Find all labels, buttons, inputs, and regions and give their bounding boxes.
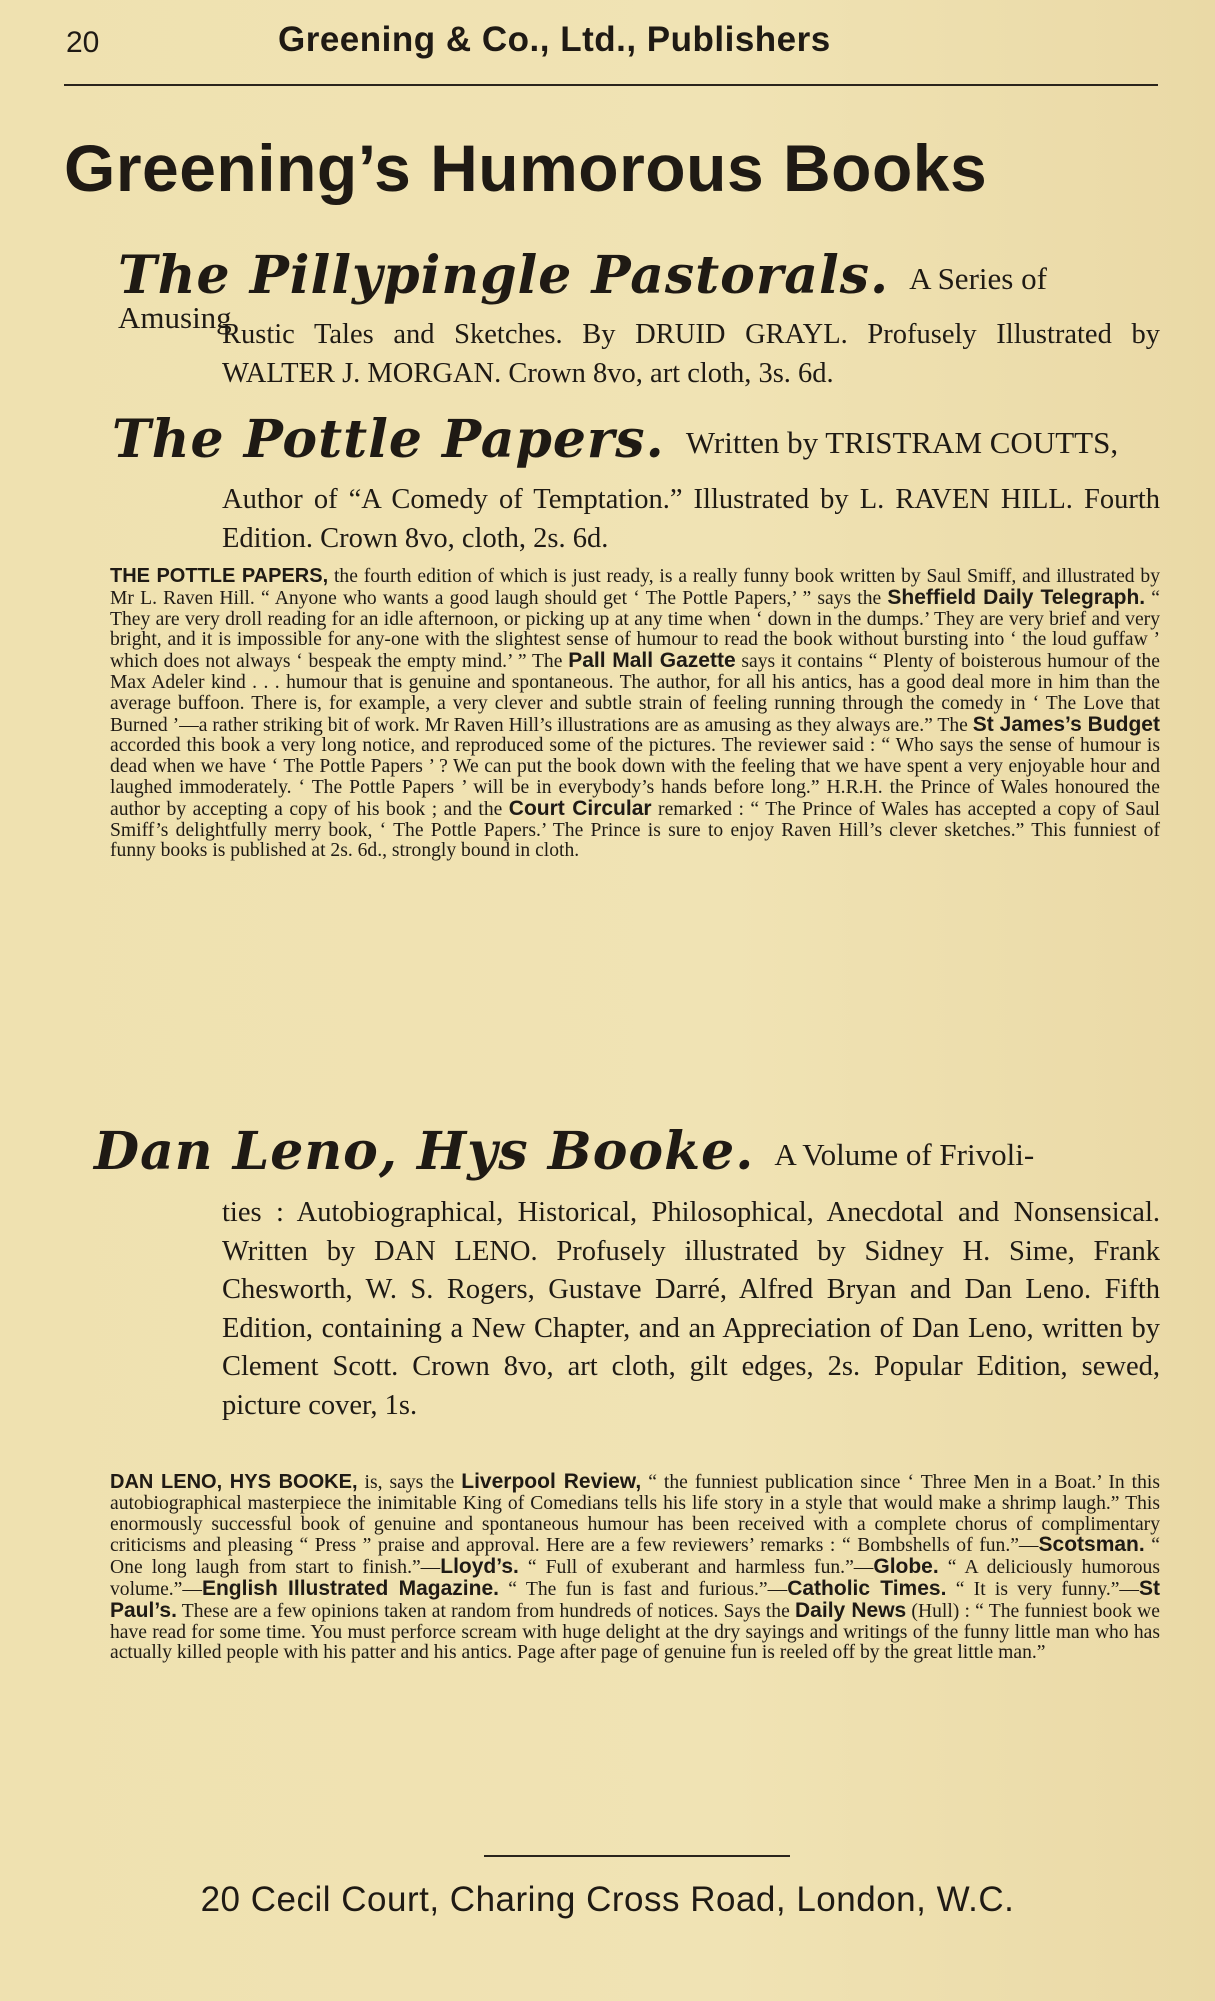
book-description: ties : Autobiographical, Historical, Philosophical, Anecdotal and Nonsensical. Written by DAN LENO. Profusely illustrated by Sidney H. Sime, Frank Chesworth, W. S. Rogers, Gustave Darré, Alfred Bryan and Dan Leno. Fifth Edition, containing a New Chapter, and an Appreciation of Dan Leno, written by Clement Scott. Crown 8vo, art cloth, gilt edges, 2s. Popular Edition, sewed, picture cover, 1s. xyxy=(222,1197,1160,1421)
review-source: St Paul’s. xyxy=(110,1576,1161,1622)
footer-rule xyxy=(484,1855,790,1857)
review-source: Court Circular xyxy=(508,796,652,820)
book-review xyxy=(110,566,1160,862)
review-text: “ the funniest publication since ‘ Three Men in a Boat.’ In this autobiographical masterpiece the inimitable King of Comedians tells his life story in a style that would make a shrimp laugh.” This enormously successful book of genuine and spontaneous humour has been received with a complete chorus of complimentary criticisms and pleasing “ Press ” praise and approval. Here are a few reviewers’ remarks : “ Bombshells of fun.”— xyxy=(110,1472,1160,1557)
review-text: the fourth edition of which is just ready, is a really funny book written by Saul Smiff, and illustrated by Mr L. Raven Hill. “ Anyone who wants a good laugh should get ‘ The Pottle Papers,’ ” says the xyxy=(110,566,1160,609)
book-description-first: A Series of Amusing xyxy=(118,261,1047,335)
review-source: St James’s Budget xyxy=(972,712,1160,736)
review-text: These are a few opinions taken at random from hundreds of notices. Says the xyxy=(176,1600,796,1622)
review-source: Sheffield Daily Telegraph. xyxy=(887,585,1146,609)
book-description: Author of “A Comedy of Temptation.” Illustrated by L. RAVEN HILL. Fourth Edition. Crown 8vo, cloth, 2s. 6d. xyxy=(222,484,1160,554)
review-source: English Illustrated Magazine. xyxy=(201,1576,499,1600)
running-title: Greening & Co., Ltd., Publishers xyxy=(278,20,831,59)
book-description-first: A Volume of Frivoli- xyxy=(774,1137,1035,1172)
review-lead: THE POTTLE PAPERS, xyxy=(110,565,329,587)
book-fancy-title: Dan Leno, Hys Booke. xyxy=(94,1121,755,1182)
page-number: 20 xyxy=(66,26,100,59)
review-source: Lloyd’s. xyxy=(440,1555,519,1579)
review-text: (Hull) : “ The funniest book we have read for some time. You must perforce scream with huge delight at the dry sayings and writings of the funny little man who has actually killed people with his patter and his antics. Page after page of genuine fun is reeled off by the great little man.” xyxy=(110,1600,1160,1664)
review-source: Globe. xyxy=(873,1555,939,1579)
book-heading xyxy=(112,409,1162,470)
review-source: Pall Mall Gazette xyxy=(568,649,736,673)
review-text: remarked : “ The Prince of Wales has accepted a copy of Saul Smiff’s delightfully merry book, ‘ The Pottle Papers.’ The Prince is sure to enjoy Raven Hill’s clever sketches.” This funniest of funny books is published at 2s. 6d., strongly bound in cloth. xyxy=(110,798,1160,862)
review-source: Liverpool Review, xyxy=(461,1470,642,1493)
review-source: Scotsman. xyxy=(1038,1533,1145,1557)
review-text: “ The fun is fast and furious.”— xyxy=(498,1578,788,1600)
review-text: accorded this book a very long notice, and reproduced some of the pictures. The reviewer said : “ Who says the sense of humour is dead when we have ‘ The Pottle Papers ’ ? We can put the book down with the feeling that we have spent a very enjoyable hour and laughed immoderately. ‘ The Pottle Papers ’ will be in everybody’s hands before long.” H.R.H. the Prince of Wales honoured the author by accepting a copy of his book ; and the xyxy=(110,735,1160,820)
review-text: is, says the xyxy=(357,1472,462,1493)
review-text: says it contains “ Plenty of boisterous humour of the Max Adeler kind . . . humour that is genuine and spontaneous. The author, for all his antics, has a good deal more in him than the average buffoon. There is, for example, a very clever and subtle strain of feeling running through the comedy in ‘ The Love that Burned ’—a rather striking bit of work. Mr Raven Hill’s illustrations are as amusing as they always are.” The xyxy=(110,651,1160,736)
book-description: Rustic Tales and Sketches. By DRUID GRAYL. Profusely Illustrated by WALTER J. MORGAN. Crown 8vo, art cloth, 3s. 6d. xyxy=(222,319,1160,389)
publisher-address: 20 Cecil Court, Charing Cross Road, London, W.C. xyxy=(200,1880,1015,1919)
book-description-first: Written by TRISTRAM COUTTS, xyxy=(685,425,1119,460)
review-text: “ They are very droll reading for an idle afternoon, or picking up at any time when ‘ down in the dumps.’ They are very brief and very bright, and it is impossible for any-one with the slightest sense of humour to read the book without bursting into ‘ the loud guffaw ’ which does not always ‘ bespeak the empty mind.’ ” The xyxy=(110,587,1160,673)
book-heading xyxy=(94,1121,1160,1182)
review-lead: DAN LENO, HYS BOOKE, xyxy=(110,1471,358,1493)
review-source: Daily News xyxy=(795,1598,907,1622)
book-review xyxy=(110,1472,1160,1664)
page-title: Greening’s Humorous Books xyxy=(64,131,988,205)
review-text: “ One long laugh from start to finish.”— xyxy=(110,1535,1160,1579)
review-text: “ It is very funny.”— xyxy=(946,1578,1140,1600)
review-source: Catholic Times. xyxy=(787,1576,947,1600)
review-text: “ Full of exuberant and harmless fun.”— xyxy=(518,1557,874,1579)
running-header xyxy=(66,18,1156,68)
header-rule xyxy=(64,84,1158,86)
review-text: “ A deliciously humorous volume.”— xyxy=(110,1557,1160,1600)
book-fancy-title: The Pillypingle Pastorals. xyxy=(118,245,890,306)
book-fancy-title: The Pottle Papers. xyxy=(112,409,665,470)
